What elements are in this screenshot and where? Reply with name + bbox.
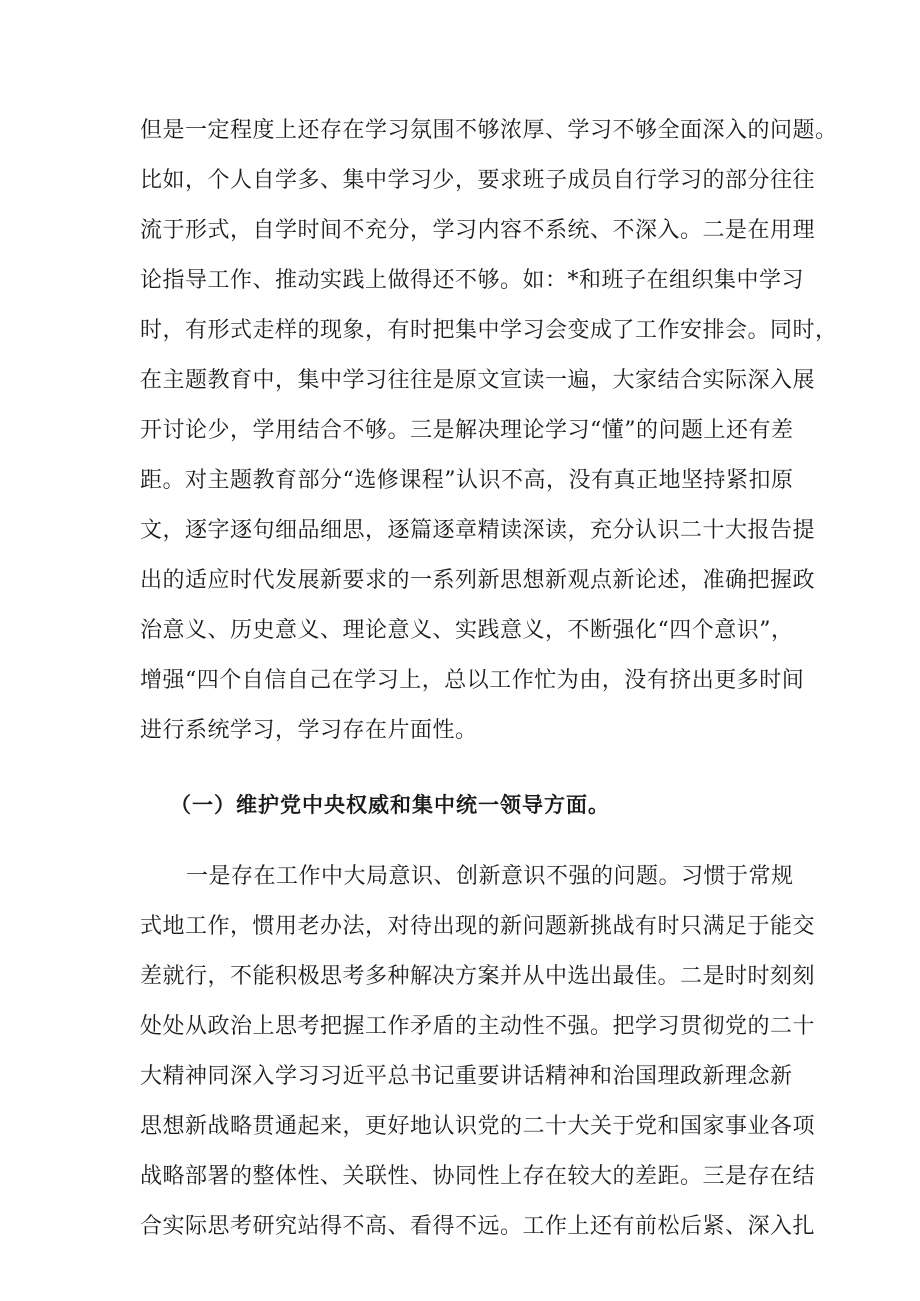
body-line: 在主题教育中，集中学习往往是原文宣读一遍，大家结合实际深入展 bbox=[140, 368, 816, 393]
body-line: 但是一定程度上还存在学习氛围不够浓厚、学习不够全面深入的问题。 bbox=[140, 118, 838, 143]
body-line: 流于形式，自学时间不充分，学习内容不系统、不深入。二是在用理 bbox=[140, 218, 816, 243]
section-line: 战略部署的整体性、关联性、协同性上存在较大的差距。三是存在结 bbox=[140, 1164, 816, 1189]
body-line: 距。对主题教育部分“选修课程”认识不高，没有真正地坚持紧扣原 bbox=[140, 468, 794, 493]
section-line: 式地工作，惯用老办法，对待出现的新问题新挑战有时只满足于能交 bbox=[140, 914, 816, 939]
body-line: 时，有形式走样的现象，有时把集中学习会变成了工作安排会。同时， bbox=[140, 318, 838, 343]
body-line: 论指导工作、推动实践上做得还不够。如：*和班子在组织集中学习 bbox=[140, 268, 805, 293]
section-line: 一是存在工作中大局意识、创新意识不强的问题。习惯于常规 bbox=[186, 864, 794, 889]
section-line: 思想新战略贯通起来，更好地认识党的二十大关于党和国家事业各项 bbox=[140, 1114, 816, 1139]
body-line: 增强“四个自信自己在学习上，总以工作忙为由，没有挤出更多时间 bbox=[140, 668, 805, 693]
body-line: 文，逐字逐句细品细思，逐篇逐章精读深读，充分认识二十大报告提 bbox=[140, 518, 816, 543]
section-line: 差就行，不能积极思考多种解决方案并从中选出最佳。二是时时刻刻 bbox=[140, 964, 816, 989]
section-line: 处处从政治上思考把握工作矛盾的主动性不强。把学习贯彻党的二十 bbox=[140, 1014, 816, 1039]
section-line: 大精神同深入学习习近平总书记重要讲话精神和治国理政新理念新 bbox=[140, 1064, 793, 1089]
section-heading: （一）维护党中央权威和集中统一领导方面。 bbox=[170, 793, 610, 817]
body-line: 开讨论少，学用结合不够。三是解决理论学习“懂”的问题上还有差 bbox=[140, 418, 794, 443]
body-line: 进行系统学习，学习存在片面性。 bbox=[140, 718, 478, 743]
body-line: 出的适应时代发展新要求的一系列新思想新观点新论述，准确把握政 bbox=[140, 568, 816, 593]
body-line: 比如，个人自学多、集中学习少，要求班子成员自行学习的部分往往 bbox=[140, 168, 816, 193]
body-line: 治意义、历史意义、理论意义、实践意义，不断强化“四个意识”， bbox=[140, 618, 794, 643]
section-line: 合实际思考研究站得不高、看得不远。工作上还有前松后紧、深入扎 bbox=[140, 1214, 816, 1239]
